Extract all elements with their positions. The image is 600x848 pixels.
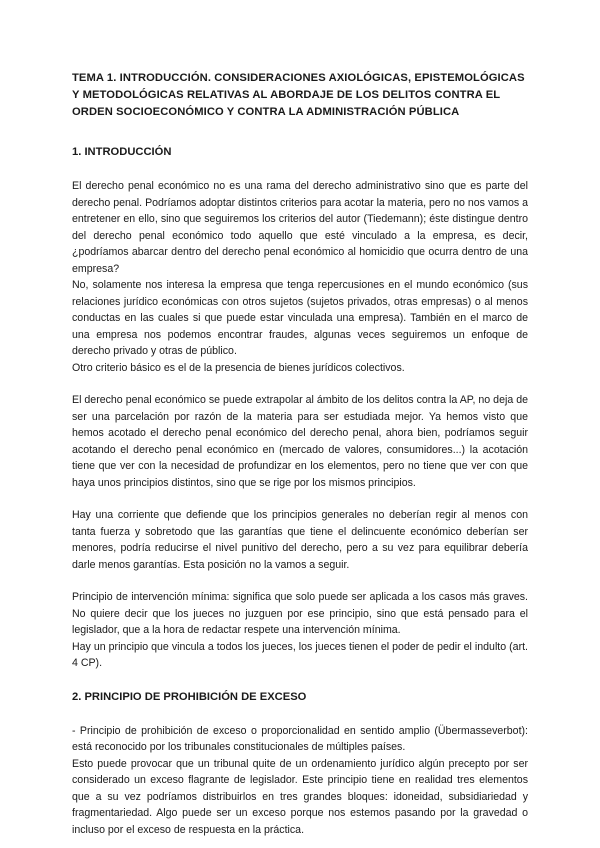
- document-title: TEMA 1. INTRODUCCIÓN. CONSIDERACIONES AXIOLÓGICAS, EPISTEMOLÓGICAS Y METODOLÓGICAS RELATIVAS AL ABORDAJE DE LOS DELITOS CONTRA EL ORDEN SOCIOECONÓMICO Y CONTRA LA ADMINISTRACIÓN PÚBLICA: [72, 72, 525, 118]
- paragraph: Otro criterio básico es el de la presencia de bienes jurídicos colectivos.: [72, 361, 405, 374]
- section-heading-introduccion: 1. INTRODUCCIÓN: [72, 146, 172, 158]
- paragraph: El derecho penal económico no es una rama del derecho administrativo sino que es parte del derecho penal. Podríamos adoptar distintos criterios para acotar la materia, pero no nos vamos a entretener en ello, sino que seguiremos los criterios del autor (Tiedemann); éste distingue dentro del derecho penal económico todo aquello que esté vinculado a la empresa, es decir, ¿podríamos abarcar dentro del derecho penal económico al homicidio que ocurra dentro de una empresa?: [72, 180, 528, 275]
- paragraph: No, solamente nos interesa la empresa que tenga repercusiones en el mundo económico (sus relaciones jurídico económicas con otros sujetos (sujetos privados, otras empresas) o al menos conductas en las cuales si que puede estar vinculada una empresa). También en el marco de una empresa nos podemos encontrar fraudes, algunas veces seguiremos un enfoque de derecho privado y otras de público.: [72, 279, 528, 357]
- paragraph: Hay un principio que vincula a todos los jueces, los jueces tienen el poder de pedir el indulto (art. 4 CP).: [72, 640, 528, 669]
- paragraph: Hay una corriente que defiende que los principios generales no deberían regir al menos con tanta fuerza y sobretodo que las garantías que tiene el delincuente económico deberían ser menores, podría reducirse el nivel punitivo del derecho, pero a su vez para equilibrar debería darle menos garantías. Esta posición no la vamos a seguir.: [72, 509, 528, 571]
- paragraph: Esto puede provocar que un tribunal quite de un ordenamiento jurídico algún precepto por ser considerado un exceso flagrante de legislador. Este principio tiene en realidad tres elementos que a su vez podríamos distribuirlos en tres grandes bloques: idoneidad, subsidiariedad y fragmentariedad. Algo puede ser un exceso porque nos estemos pasando por la gravedad o incluso por el exceso de respuesta en la práctica.: [72, 757, 528, 836]
- paragraph: - Principio de prohibición de exceso o proporcionalidad en sentido amplio (Übermasseverbot): está reconocido por los tribunales constitucionales de múltiples países.: [72, 724, 528, 753]
- section-heading-prohibicion-exceso: 2. PRINCIPIO DE PROHIBICIÓN DE EXCESO: [72, 690, 307, 703]
- paragraph: Principio de intervención mínima: significa que solo puede ser aplicada a los casos más graves. No quiere decir que los jueces no juzguen por ese principio, sino que está pensado para el legislador, que a la hora de redactar respete una intervención mínima.: [72, 591, 528, 636]
- paragraph: El derecho penal económico se puede extrapolar al ámbito de los delitos contra la AP, no deja de ser una parcelación por razón de la materia para ser estudiada mejor. Ya hemos visto que hemos acotado el derecho penal económico del derecho penal, ahora bien, podríamos seguir acotando el derecho penal económico en (mercado de valores, consumidores...) la acotación tiene que ver con la necesidad de profundizar en los elementos, pero no tiene que ver con que haya unos principios distintos, sino que se rige por los mismos principios.: [72, 394, 528, 489]
